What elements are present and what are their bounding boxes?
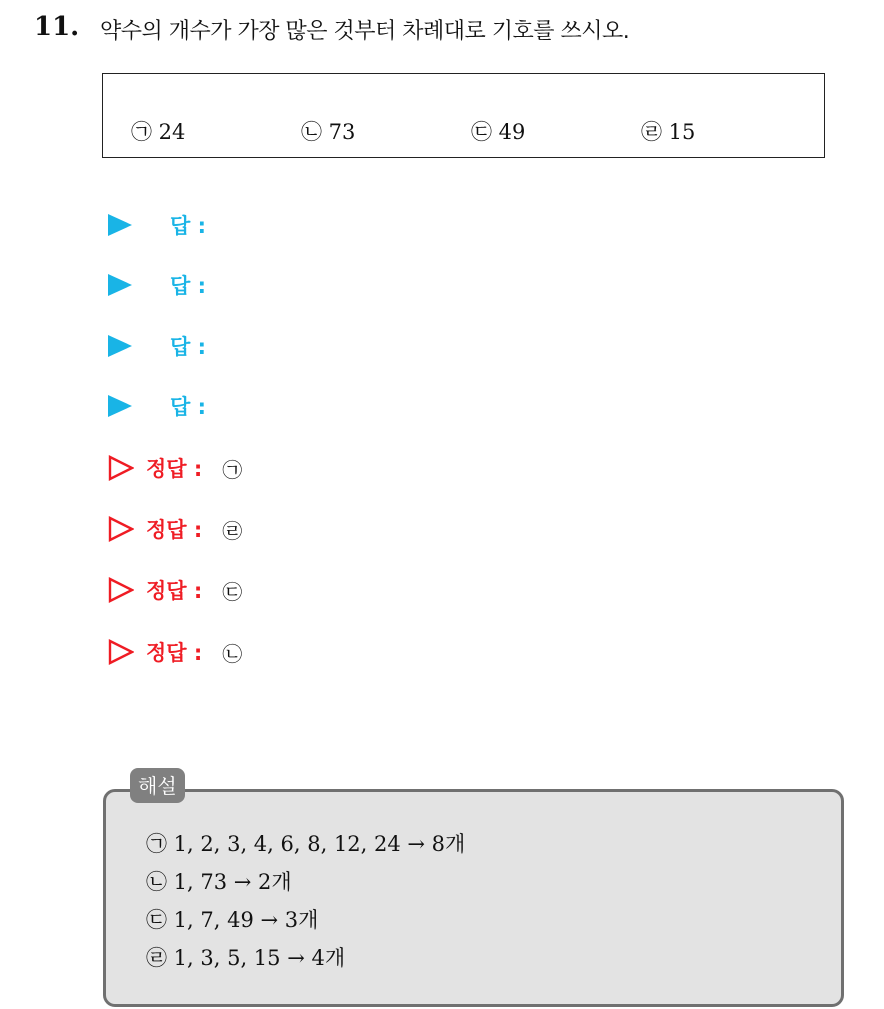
correct-answer-row (108, 636, 242, 668)
choice-2: ㉡ 73 (301, 120, 356, 144)
outline-right-triangle-icon (108, 516, 134, 542)
choice-3: ㉢ 49 (471, 120, 526, 144)
outline-right-triangle-icon (108, 577, 134, 603)
question-text: 약수의 개수가 가장 많은 것부터 차례대로 기호를 쓰시오. (100, 19, 630, 44)
choices-box (102, 73, 825, 158)
explanation-line: ㉣ 1, 3, 5, 15 → 4개 (146, 946, 346, 970)
explanation-box (103, 789, 844, 1007)
solid-right-triangle-icon (108, 274, 132, 296)
correct-answer-row (108, 452, 242, 484)
answer-blank-row (108, 330, 206, 362)
answer-blank-row (108, 209, 206, 241)
choice-1: ㉠ 24 (131, 120, 186, 144)
answer-label: 답 : (170, 274, 206, 298)
solid-right-triangle-icon (108, 335, 132, 357)
answer-blank-row (108, 390, 206, 422)
correct-answer-row (108, 574, 242, 606)
explanation-line: ㉢ 1, 7, 49 → 3개 (146, 908, 319, 932)
correct-answer-value: ㉡ (222, 641, 243, 666)
explanation-line: ㉠ 1, 2, 3, 4, 6, 8, 12, 24 → 8개 (146, 832, 466, 856)
correct-answer-label: 정답 : (146, 518, 203, 542)
answer-label: 답 : (170, 395, 206, 419)
explanation-line: ㉡ 1, 73 → 2개 (146, 870, 292, 894)
correct-answer-label: 정답 : (146, 641, 203, 665)
correct-answer-label: 정답 : (146, 457, 203, 481)
outline-right-triangle-icon (108, 639, 134, 665)
solid-right-triangle-icon (108, 214, 132, 236)
explanation-title: 해설 (130, 768, 185, 803)
outline-right-triangle-icon (108, 455, 134, 481)
correct-answer-value: ㉢ (222, 579, 243, 604)
solid-right-triangle-icon (108, 395, 132, 417)
correct-answer-row (108, 513, 242, 545)
correct-answer-label: 정답 : (146, 579, 203, 603)
choice-4: ㉣ 15 (641, 120, 696, 144)
answer-label: 답 : (170, 214, 206, 238)
answer-blank-row (108, 269, 206, 301)
question-number: 11. (34, 12, 80, 42)
correct-answer-value: ㉣ (222, 518, 243, 543)
correct-answer-value: ㉠ (222, 457, 243, 482)
answer-label: 답 : (170, 335, 206, 359)
